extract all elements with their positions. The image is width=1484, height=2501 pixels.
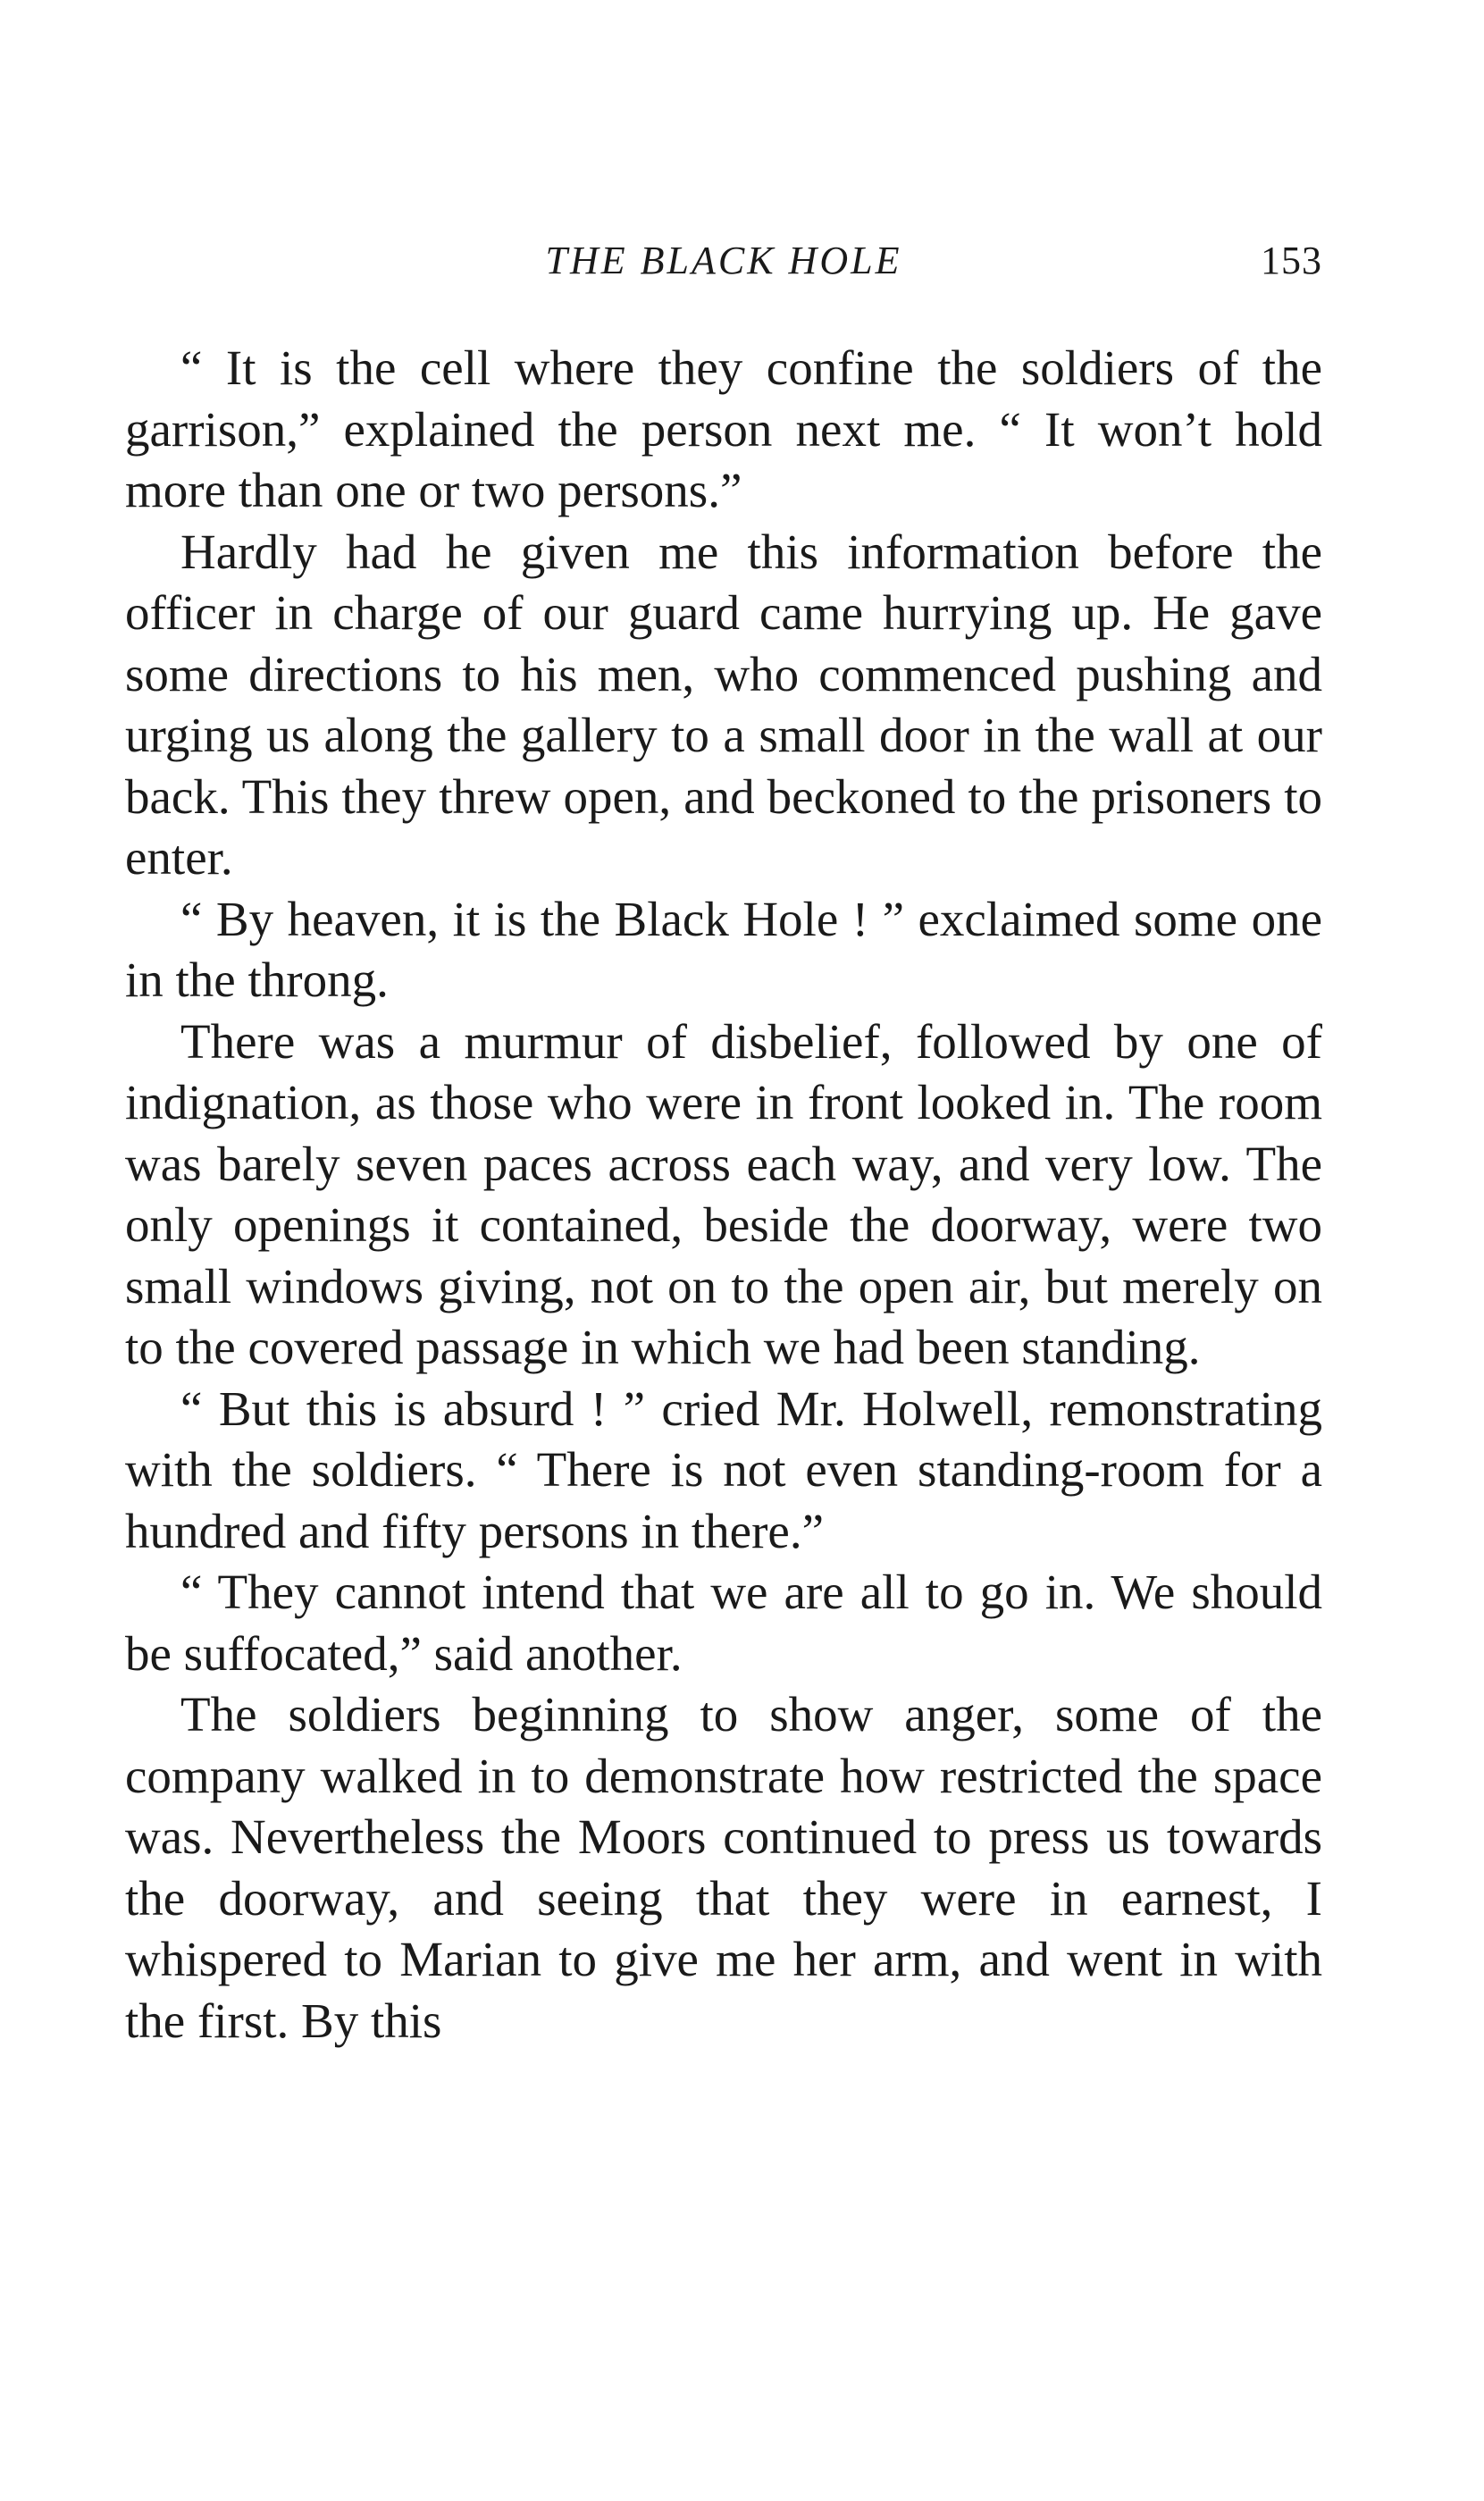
paragraph-5: “ But this is absurd ! ” cried Mr. Holwell, remonstrating with the soldiers. “ There is not even standing-room for a hundred and fifty persons in there.” bbox=[125, 1381, 1322, 1558]
body-text bbox=[125, 338, 1322, 2052]
page-number: 153 bbox=[1261, 239, 1322, 282]
running-head bbox=[125, 238, 1322, 300]
paragraph-3: “ By heaven, it is the Black Hole ! ” exclaimed some one in the throng. bbox=[125, 891, 1322, 1007]
paragraph-1: “ It is the cell where they confine the soldiers of the garrison,” explained the person next me. “ It won’t hold more than one or two persons.” bbox=[125, 340, 1322, 517]
paragraph-4: There was a murmur of disbelief, followed by one of indignation, as those who were in front looked in. The room was barely seven paces across each way, and very low. The only openings it contained, beside the doorway, were two small windows giving, not on to the open air, but merely on to the covered passage in which we had been standing. bbox=[125, 1013, 1322, 1374]
paragraph-6: “ They cannot intend that we are all to go in. We should be suffocated,” said another. bbox=[125, 1565, 1322, 1681]
chapter-title: THE BLACK HOLE bbox=[545, 239, 902, 282]
paragraph-2: Hardly had he given me this information before the officer in charge of our guard came hurrying up. He gave some directions to his men, who commenced pushing and urging us along the gallery to a small door in the wall at our back. This they threw open, and beckoned to the prisoners to enter. bbox=[125, 524, 1322, 885]
paragraph-7: The soldiers beginning to show anger, some of the company walked in to demonstrate how restricted the space was. Nevertheless the Moors continued to press us towards the doorway, and seeing that they were in earnest, I whispered to Marian to give me her arm, and went in with the first. By this bbox=[125, 1687, 1322, 2048]
